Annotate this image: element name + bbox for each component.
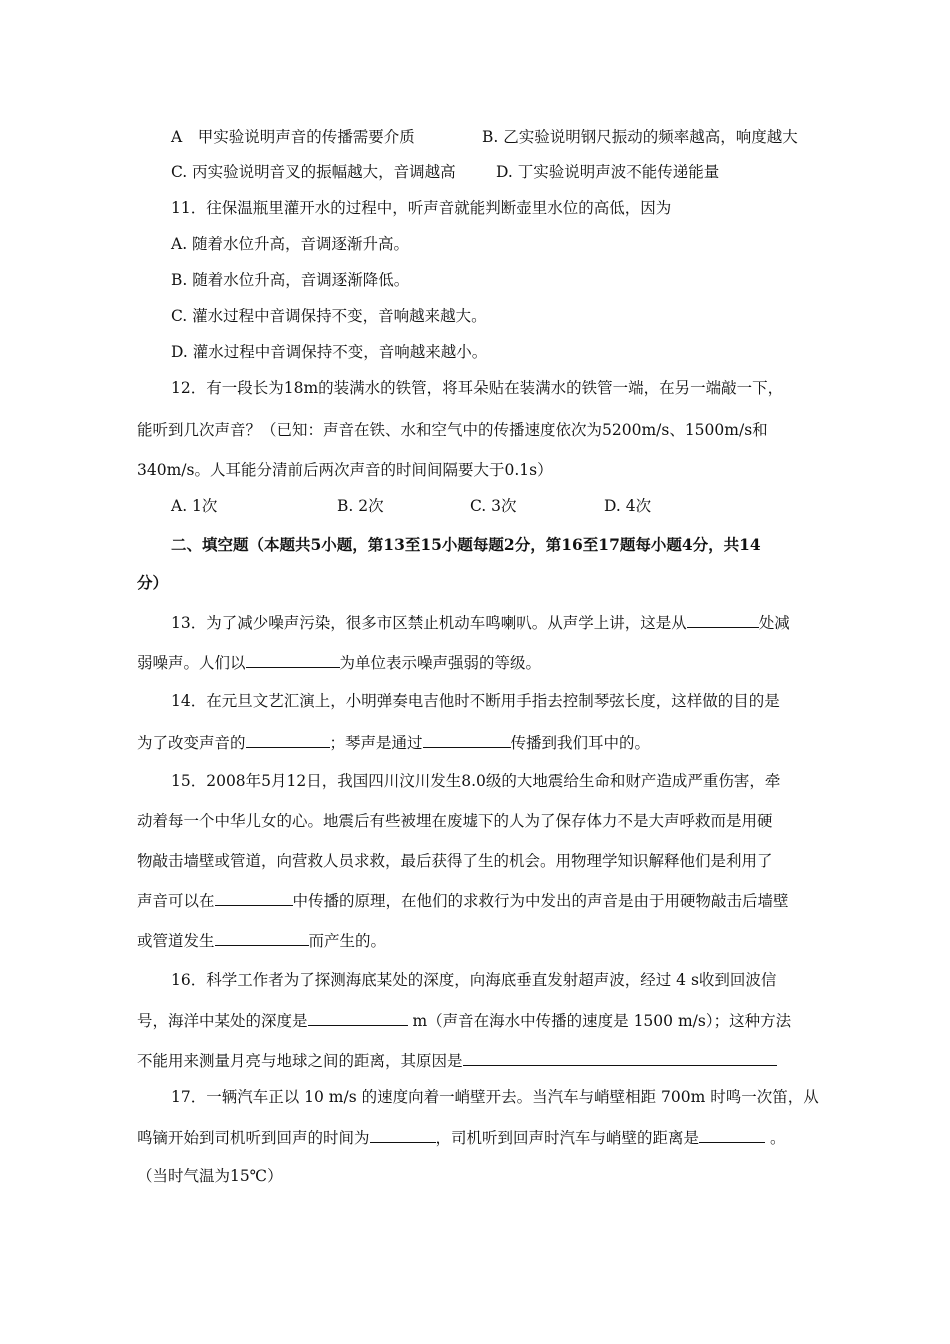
q14-text3: ；琴声是通过	[329, 734, 423, 752]
q12-option-c: C. 3次	[470, 497, 517, 515]
q12-line2: 能听到几次声音？（已知：声音在铁、水和空气中的传播速度依次为5200m/s、1500m/s和	[137, 421, 768, 439]
q15-line5	[137, 930, 386, 951]
q15-line4	[137, 890, 789, 911]
q13-line1	[171, 612, 790, 633]
section2-heading-cont: 分）	[137, 573, 169, 592]
q17-line3: （当时气温为15℃）	[137, 1167, 283, 1185]
q15-text5b: 而产生的。	[308, 932, 387, 950]
q10-option-b: B. 乙实验说明钢尺振动的频率越高，响度越大	[482, 128, 798, 146]
q17-text2b: ，司机听到回声时汽车与峭壁的距离是	[435, 1129, 700, 1147]
q11-option-c: C. 灌水过程中音调保持不变，音响越来越大。	[171, 307, 487, 325]
q17-blank1[interactable]	[370, 1127, 436, 1143]
q14-text4: 传播到我们耳中的。	[510, 734, 651, 752]
q16-line1: 16．科学工作者为了探测海底某处的深度，向海底垂直发射超声波，经过 4 s收到回波信	[171, 971, 777, 989]
q15-text4a: 声音可以在	[137, 892, 215, 910]
q13-line2	[137, 652, 541, 673]
q16-blank1[interactable]	[308, 1010, 408, 1026]
q15-line2: 动着每一个中华儿女的心。地震后有些被埋在废墟下的人为了保存体力不是大声呼救而是用硬	[137, 812, 773, 830]
q12-line3: 340m/s。人耳能分清前后两次声音的时间间隔要大于0.1s）	[137, 461, 553, 479]
q14-text2: 为了改变声音的	[137, 734, 246, 752]
q16-text2b: m（声音在海水中传播的速度是 1500 m/s）；这种方法	[407, 1012, 792, 1030]
q16-text3a: 不能用来测量月亮与地球之间的距离，其原因是	[137, 1052, 463, 1070]
q12-line1: 12．有一段长为18m的装满水的铁管，将耳朵贴在装满水的铁管一端，在另一端敲一下，	[171, 379, 784, 397]
q12-option-d: D. 4次	[604, 497, 652, 515]
q14-line1: 14．在元旦文艺汇演上，小明弹奏电吉他时不断用手指去控制琴弦长度，这样做的目的是	[171, 692, 780, 710]
q15-text4b: 中传播的原理，在他们的求救行为中发出的声音是由于用硬物敲击后墙壁	[292, 892, 789, 910]
q17-blank2[interactable]	[699, 1127, 765, 1143]
q14-blank1[interactable]	[246, 732, 330, 748]
q16-blank2[interactable]	[463, 1050, 777, 1066]
q17-text2c: 。	[765, 1129, 786, 1147]
q12-option-b: B. 2次	[337, 497, 384, 515]
q11-option-d: D. 灌水过程中音调保持不变，音响越来越小。	[171, 343, 488, 361]
q10-option-a: A 甲实验说明声音的传播需要介质	[171, 128, 415, 146]
q12-option-a: A. 1次	[171, 497, 218, 515]
q13-text4: 为单位表示噪声强弱的等级。	[339, 654, 542, 672]
q13-text3: 弱噪声。人们以	[137, 654, 246, 672]
q10-option-d: D. 丁实验说明声波不能传递能量	[496, 163, 720, 181]
q16-text2a: 号，海洋中某处的深度是	[137, 1012, 308, 1030]
q13-text2: 处减	[758, 614, 790, 632]
q15-text5a: 或管道发生	[137, 932, 215, 950]
q14-blank2[interactable]	[423, 732, 511, 748]
q16-line3	[137, 1050, 777, 1071]
q15-line3: 物敲击墙壁或管道，向营救人员求救，最后获得了生的机会。用物理学知识解释他们是利用了	[137, 852, 773, 870]
q17-line1: 17．一辆汽车正以 10 m/s 的速度向着一峭壁开去。当汽车与峭壁相距 700m 时鸣一次笛，从	[171, 1088, 819, 1106]
section2-heading: 二、填空题（本题共5小题，第13至15小题每题2分，第16至17题每小题4分，共14	[171, 535, 761, 554]
q10-option-c: C. 丙实验说明音叉的振幅越大，音调越高	[171, 163, 456, 181]
q13-blank2[interactable]	[246, 652, 340, 668]
q14-line2	[137, 732, 650, 753]
q17-text2a: 鸣镝开始到司机听到回声的时间为	[137, 1129, 370, 1147]
q11-option-a: A. 随着水位升高，音调逐渐升高。	[171, 235, 410, 253]
q16-line2	[137, 1010, 791, 1031]
q13-blank1[interactable]	[687, 612, 759, 628]
q15-line1: 15．2008年5月12日，我国四川汶川发生8.0级的大地震给生命和财产造成严重伤害，牵	[171, 772, 781, 790]
q15-blank1[interactable]	[215, 890, 293, 906]
q15-blank2[interactable]	[215, 930, 309, 946]
q11-stem: 11．往保温瓶里灌开水的过程中，听声音就能判断壶里水位的高低，因为	[171, 199, 672, 217]
q11-option-b: B. 随着水位升高，音调逐渐降低。	[171, 271, 410, 289]
q17-line2	[137, 1127, 785, 1148]
q13-text1: 13．为了减少噪声污染，很多市区禁止机动车鸣喇叭。从声学上讲，这是从	[171, 614, 687, 632]
